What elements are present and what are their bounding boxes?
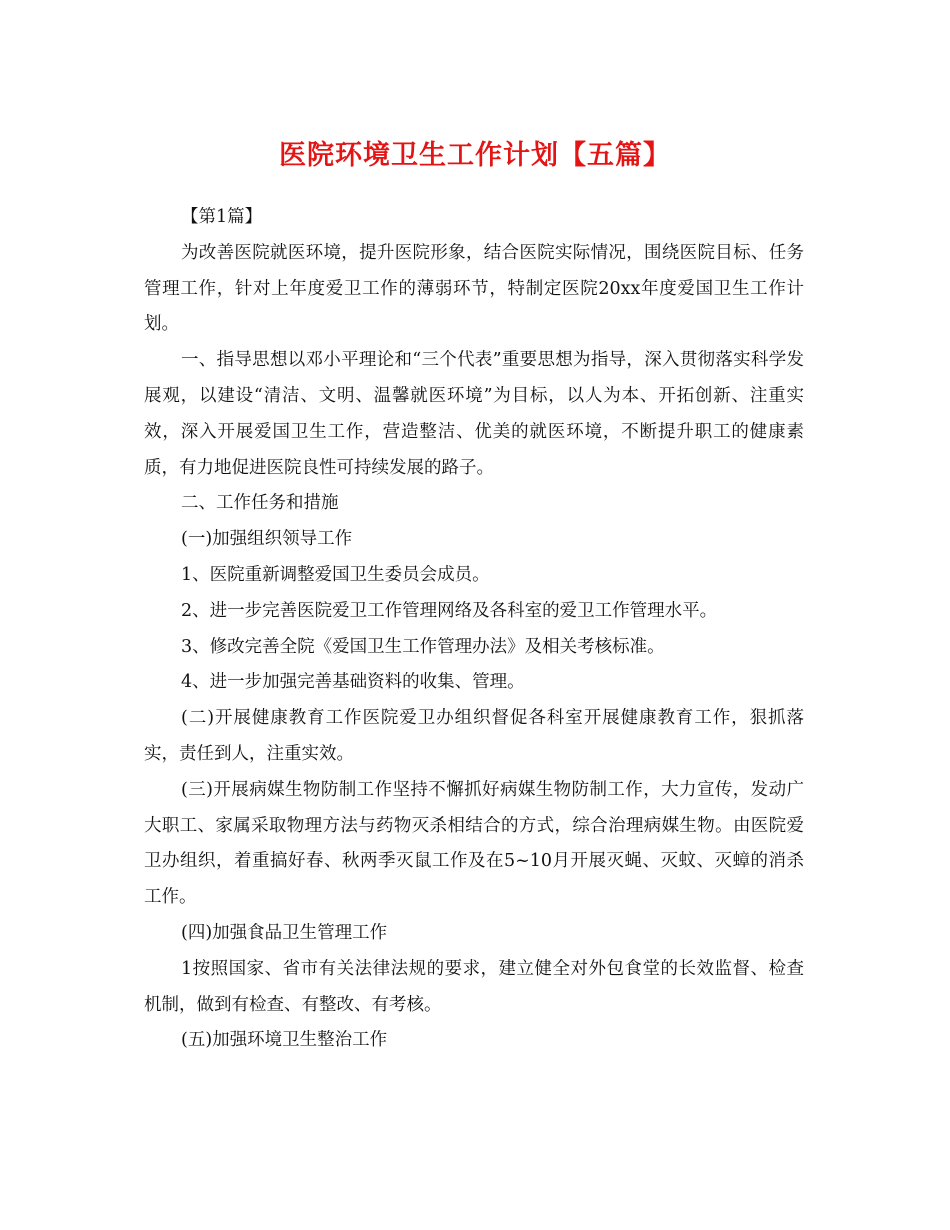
health-education-paragraph: (二)开展健康教育工作医院爱卫办组织督促各科室开展健康教育工作，狠抓落实，责任到人，注重实效。 [144,708,804,764]
intro-paragraph: 为改善医院就医环境，提升医院形象，结合医院实际情况，围绕医院目标、任务管理工作，针对上年度爱卫工作的薄弱环节，特制定医院20xx年度爱国卫生工作计划。 [144,242,804,335]
list-item: 4、进一步加强完善基础资料的收集、管理。 [181,672,525,693]
vector-control-paragraph: (三)开展病媒生物防制工作坚持不懈抓好病媒生物防制工作，大力宣传，发动广大职工、家属采取物理方法与药物灭杀相结合的方式，综合治理病媒生物。由医院爱卫办组织，着重搞好春、秋两季灭鼠工作及在5~10月开展灭蝇、灭蚊、灭蟑的消杀工作。 [144,779,804,908]
subheading-organization: (一)加强组织领导工作 [181,529,353,550]
section-heading-part-1: 【第1篇】 [181,207,263,227]
subheading-food-hygiene: (四)加强食品卫生管理工作 [181,922,388,943]
document-title: 医院环境卫生工作计划【五篇】 [279,140,671,171]
list-item: 2、进一步完善医院爱卫工作管理网络及各科室的爱卫工作管理水平。 [181,600,718,621]
list-item: 3、修改完善全院《爱国卫生工作管理办法》及相关考核标准。 [181,636,665,657]
tasks-heading: 二、工作任务和措施 [181,493,339,514]
guiding-principle-paragraph: 一、指导思想以邓小平理论和“三个代表”重要思想为指导，深入贯彻落实科学发展观，以建设“清洁、文明、温馨就医环境”为目标，以人为本、开拓创新、注重实效，深入开展爱国卫生工作，营造整洁、优美的就医环境，不断提升职工的健康素质，有力地促进医院良性可持续发展的路子。 [144,350,804,478]
subheading-environment: (五)加强环境卫生整治工作 [181,1030,388,1051]
list-item: 1、医院重新调整爱国卫生委员会成员。 [181,564,490,585]
food-hygiene-paragraph: 1按照国家、省市有关法律法规的要求，建立健全对外包食堂的长效监督、检查机制，做到有检查、有整改、有考核。 [144,958,804,1015]
document-body [144,200,804,1059]
